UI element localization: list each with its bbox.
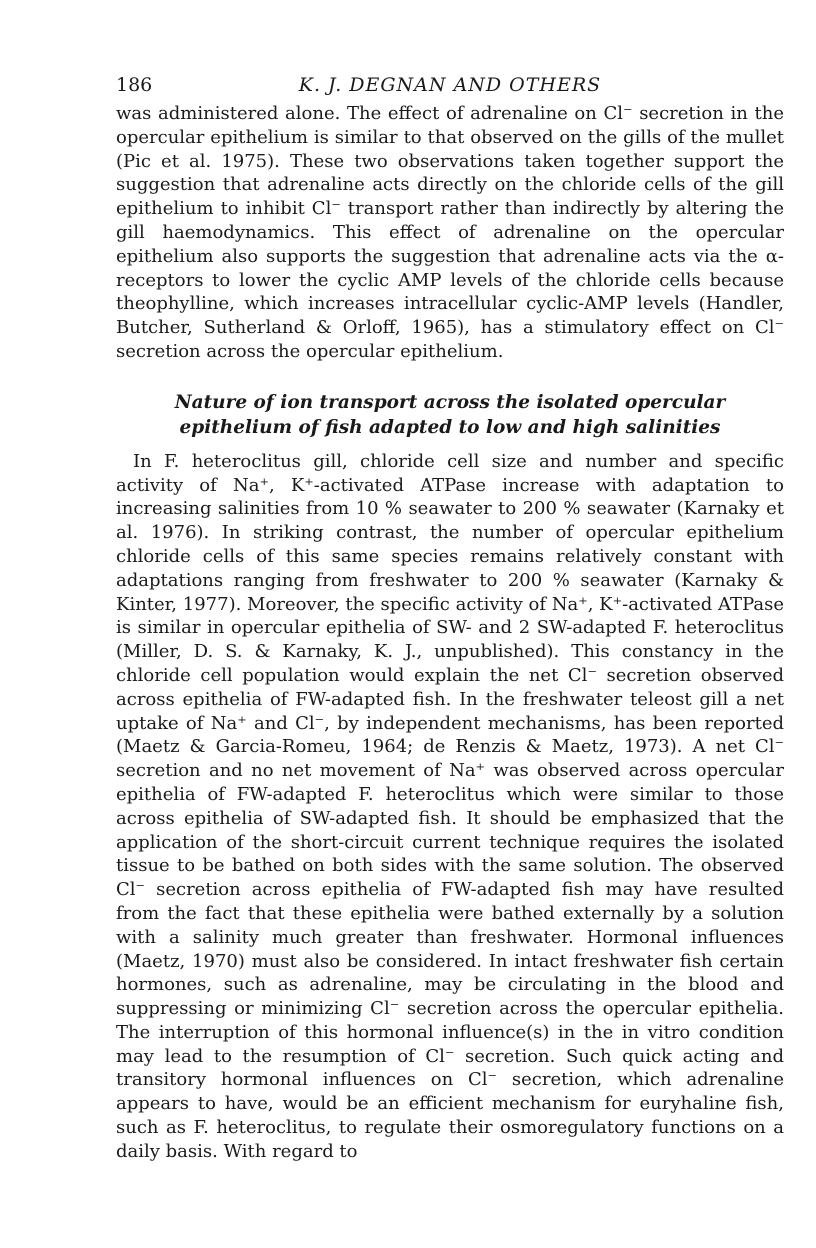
section-heading-line-1: Nature of ion transport across the isolated opercular [174,391,726,413]
section-heading-line-2: epithelium of fish adapted to low and high salinities [179,416,721,438]
paragraph-1: was administered alone. The effect of adrenaline on Cl⁻ secretion in the opercular epithelium is similar to that observed on the gills of the mullet (Pic et al. 1975). These two observations taken together support the suggestion that adrenaline acts directly on the chloride cells of the gill epithelium to inhibit Cl⁻ transport rather than indirectly by altering the gill haemodynamics. This effect of adrenaline on the opercular epithelium also supports the suggestion that adrenaline acts via the α-receptors to lower the cyclic AMP levels of the chloride cells because theophylline, which increases intracellular cyclic-AMP levels (Handler, Butcher, Sutherland & Orloff, 1965), has a stimulatory effect on Cl⁻ secretion across the opercular epithelium. [116,103,784,362]
body-text [116,102,784,1164]
section-heading [116,390,784,440]
paragraph-2: In F. heteroclitus gill, chloride cell size and number and specific activity of Na⁺, K⁺-activated ATPase increase with adaptation to increasing salinities from 10 % seawater to 200 % seawater (Karnaky et al. 1976). In striking contrast, the number of opercular epithelium chloride cells of this same species remains relatively constant with adaptations ranging from freshwater to 200 % seawater (Karnaky & Kinter, 1977). Moreover, the specific activity of Na⁺, K⁺-activated ATPase is similar in opercular epithelia of SW- and 2 SW-adapted F. heteroclitus (Miller, D. S. & Karnaky, K. J., unpublished). This constancy in the chloride cell population would explain the net Cl⁻ secretion observed across epithelia of FW-adapted fish. In the freshwater teleost gill a net uptake of Na⁺ and Cl⁻, by independent mechanisms, has been reported (Maetz & Garcia-Romeu, 1964; de Renzis & Maetz, 1973). A net Cl⁻ secretion and no net movement of Na⁺ was observed across opercular epithelia of FW-adapted F. heteroclitus which were similar to those across epithelia of SW-adapted fish. It should be emphasized that the application of the short-circuit current technique requires the isolated tissue to be bathed on both sides with the same solution. The observed Cl⁻ secretion across epithelia of FW-adapted fish may have resulted from the fact that these epithelia were bathed externally by a solution with a salinity much greater than freshwater. Hormonal influences (Maetz, 1970) must also be considered. In intact freshwater fish certain hormones, such as adrenaline, may be circulating in the blood and suppressing or minimizing Cl⁻ secretion across the opercular epithelia. The interruption of this hormonal influence(s) in the in vitro condition may lead to the resumption of Cl⁻ secretion. Such quick acting and transitory hormonal influences on Cl⁻ secretion, which adrenaline appears to have, would be an efficient mechanism for euryhaline fish, such as F. heteroclitus, to regulate their osmoregulatory functions on a daily basis. With regard to [116,450,784,1162]
running-head: K. J. DEGNAN AND OTHERS [298,74,602,96]
page-number: 186 [116,74,153,96]
page-header [116,70,784,100]
